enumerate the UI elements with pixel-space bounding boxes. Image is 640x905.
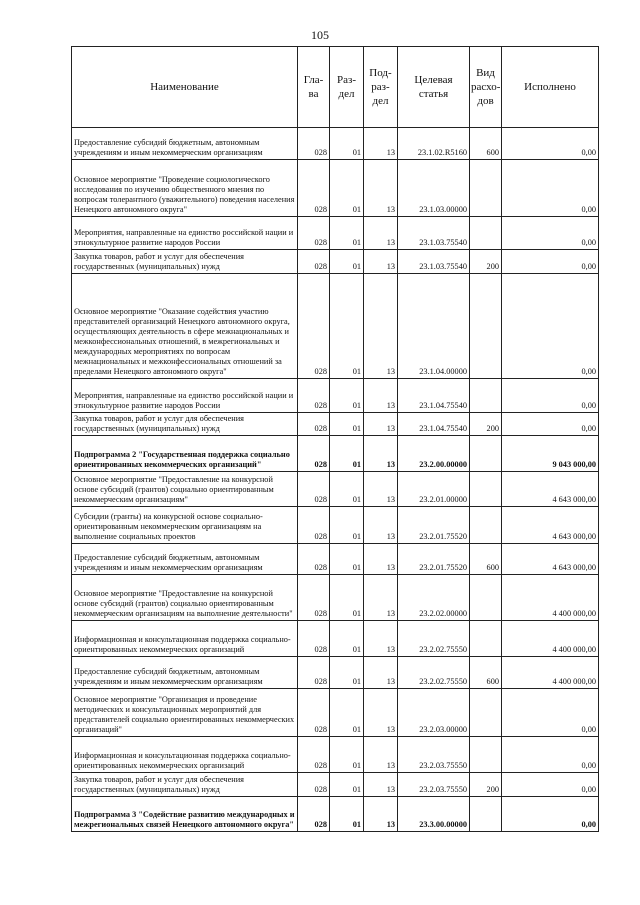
cell-podrazdel: 13 [364, 274, 398, 379]
cell-celevaya: 23.2.00.00000 [398, 436, 470, 472]
header-name [72, 47, 298, 128]
header-ispolneno-text: Исполнено [524, 80, 576, 93]
cell-ispolneno: 4 400 000,00 [502, 575, 599, 621]
cell-name: Основное мероприятие "Оказание содействия участию представителей организаций Ненецкого автономного округа, осуществляющих деятельность в сфере межнациональных и межконфессиональных отношений, в межрегиональных и международных мероприятиях по вопросам межнациональных и межконфессиональных отношений за пределами Ненецкого автономного округа" [72, 274, 298, 379]
cell-ispolneno: 0,00 [502, 379, 599, 413]
cell-razdel: 01 [330, 507, 364, 544]
cell-celevaya: 23.1.03.75540 [398, 217, 470, 250]
cell-name: Субсидии (гранты) на конкурсной основе социально-ориентированным некоммерческим организациям на выполнение социальных проектов [72, 507, 298, 544]
cell-celevaya: 23.1.03.00000 [398, 160, 470, 217]
cell-podrazdel: 13 [364, 621, 398, 657]
table-row [72, 544, 599, 575]
cell-celevaya: 23.2.03.75550 [398, 737, 470, 773]
cell-vid: 600 [470, 128, 502, 160]
page-number: 105 [311, 28, 329, 42]
table-row [72, 621, 599, 657]
cell-name: Основное мероприятие "Предоставление на конкурсной основе субсидий (грантов) социально ориентированным некоммерческим организациям" [72, 472, 298, 507]
cell-podrazdel: 13 [364, 160, 398, 217]
cell-name: Информационная и консультационная поддержка социально-ориентированных некоммерческих организаций [72, 621, 298, 657]
cell-glava: 028 [298, 274, 330, 379]
cell-vid [470, 160, 502, 217]
cell-ispolneno: 0,00 [502, 217, 599, 250]
cell-ispolneno: 4 400 000,00 [502, 621, 599, 657]
cell-celevaya: 23.2.01.00000 [398, 472, 470, 507]
cell-ispolneno: 4 400 000,00 [502, 657, 599, 689]
cell-celevaya: 23.2.03.75550 [398, 773, 470, 797]
cell-razdel: 01 [330, 379, 364, 413]
cell-razdel: 01 [330, 274, 364, 379]
header-razdel [330, 47, 364, 128]
cell-celevaya: 23.2.02.00000 [398, 575, 470, 621]
cell-ispolneno: 0,00 [502, 160, 599, 217]
cell-podrazdel: 13 [364, 379, 398, 413]
cell-name: Подпрограмма 3 "Содействие развитию международных и межрегиональных связей Ненецкого автономного округа" [72, 797, 298, 832]
table-row [72, 436, 599, 472]
table-row [72, 773, 599, 797]
table-row [72, 250, 599, 274]
cell-vid [470, 217, 502, 250]
cell-ispolneno: 0,00 [502, 797, 599, 832]
cell-name: Предоставление субсидий бюджетным, автономным учреждениям и иным некоммерческим организациям [72, 128, 298, 160]
cell-glava: 028 [298, 413, 330, 436]
cell-glava: 028 [298, 657, 330, 689]
cell-glava: 028 [298, 773, 330, 797]
cell-celevaya: 23.2.02.75550 [398, 657, 470, 689]
table-row [72, 274, 599, 379]
cell-name: Закупка товаров, работ и услуг для обеспечения государственных (муниципальных) нужд [72, 250, 298, 274]
header-celevaya-text: Целевая статья [414, 73, 453, 100]
cell-glava: 028 [298, 379, 330, 413]
header-podrazdel [364, 47, 398, 128]
cell-name: Основное мероприятие "Предоставление на конкурсной основе субсидий (грантов) социально ориентированным некоммерческим организациям на выполнение деятельности" [72, 575, 298, 621]
cell-razdel: 01 [330, 575, 364, 621]
cell-celevaya: 23.2.01.75520 [398, 544, 470, 575]
cell-vid [470, 379, 502, 413]
table-row [72, 128, 599, 160]
cell-ispolneno: 0,00 [502, 773, 599, 797]
cell-podrazdel: 13 [364, 737, 398, 773]
cell-ispolneno: 0,00 [502, 128, 599, 160]
cell-ispolneno: 4 643 000,00 [502, 472, 599, 507]
cell-podrazdel: 13 [364, 472, 398, 507]
header-glava-text: Гла- ва [303, 73, 324, 100]
cell-ispolneno: 0,00 [502, 689, 599, 737]
cell-celevaya: 23.1.03.75540 [398, 250, 470, 274]
cell-razdel: 01 [330, 160, 364, 217]
cell-glava: 028 [298, 128, 330, 160]
cell-vid: 200 [470, 250, 502, 274]
table-row [72, 689, 599, 737]
header-name-text: Наименование [150, 80, 219, 93]
cell-celevaya: 23.3.00.00000 [398, 797, 470, 832]
cell-vid [470, 274, 502, 379]
cell-glava: 028 [298, 737, 330, 773]
header-vid [470, 47, 502, 128]
cell-glava: 028 [298, 575, 330, 621]
table-row [72, 507, 599, 544]
cell-razdel: 01 [330, 797, 364, 832]
cell-podrazdel: 13 [364, 575, 398, 621]
cell-vid [470, 575, 502, 621]
table-row [72, 217, 599, 250]
cell-ispolneno: 4 643 000,00 [502, 507, 599, 544]
table-row [72, 797, 599, 832]
cell-vid [470, 621, 502, 657]
cell-vid [470, 689, 502, 737]
cell-razdel: 01 [330, 217, 364, 250]
cell-podrazdel: 13 [364, 657, 398, 689]
cell-glava: 028 [298, 797, 330, 832]
table-row [72, 160, 599, 217]
header-podrazdel-text: Под- раз- дел [369, 66, 392, 108]
cell-podrazdel: 13 [364, 413, 398, 436]
cell-glava: 028 [298, 621, 330, 657]
cell-vid: 600 [470, 657, 502, 689]
cell-vid [470, 797, 502, 832]
cell-glava: 028 [298, 250, 330, 274]
cell-razdel: 01 [330, 250, 364, 274]
cell-razdel: 01 [330, 544, 364, 575]
header-razdel-text: Раз- дел [336, 73, 356, 100]
header-celevaya [398, 47, 470, 128]
cell-vid [470, 472, 502, 507]
cell-name: Предоставление субсидий бюджетным, автономным учреждениям и иным некоммерческим организациям [72, 657, 298, 689]
cell-ispolneno: 0,00 [502, 413, 599, 436]
cell-vid: 600 [470, 544, 502, 575]
cell-glava: 028 [298, 507, 330, 544]
cell-celevaya: 23.2.03.00000 [398, 689, 470, 737]
cell-celevaya: 23.1.02.R5160 [398, 128, 470, 160]
cell-ispolneno: 4 643 000,00 [502, 544, 599, 575]
cell-vid [470, 507, 502, 544]
cell-name: Закупка товаров, работ и услуг для обеспечения государственных (муниципальных) нужд [72, 413, 298, 436]
cell-podrazdel: 13 [364, 797, 398, 832]
cell-vid: 200 [470, 413, 502, 436]
table-header-row [72, 47, 599, 128]
header-vid-text: Вид расхо- дов [471, 66, 501, 108]
cell-glava: 028 [298, 217, 330, 250]
cell-razdel: 01 [330, 737, 364, 773]
cell-glava: 028 [298, 160, 330, 217]
cell-vid: 200 [470, 773, 502, 797]
cell-podrazdel: 13 [364, 436, 398, 472]
cell-podrazdel: 13 [364, 773, 398, 797]
table-row [72, 379, 599, 413]
cell-glava: 028 [298, 472, 330, 507]
header-glava [298, 47, 330, 128]
cell-razdel: 01 [330, 621, 364, 657]
cell-celevaya: 23.2.01.75520 [398, 507, 470, 544]
cell-name: Основное мероприятие "Организация и проведение методических и консультационных мероприятий для представителей социально ориентированных некоммерческих организаций" [72, 689, 298, 737]
cell-ispolneno: 0,00 [502, 737, 599, 773]
cell-podrazdel: 13 [364, 128, 398, 160]
cell-name: Мероприятия, направленные на единство российской нации и этнокультурное развитие народов России [72, 379, 298, 413]
cell-celevaya: 23.1.04.75540 [398, 413, 470, 436]
table-row [72, 737, 599, 773]
cell-ispolneno: 0,00 [502, 274, 599, 379]
header-ispolneno [502, 47, 599, 128]
cell-celevaya: 23.1.04.00000 [398, 274, 470, 379]
cell-razdel: 01 [330, 657, 364, 689]
cell-podrazdel: 13 [364, 250, 398, 274]
cell-razdel: 01 [330, 128, 364, 160]
cell-razdel: 01 [330, 413, 364, 436]
cell-razdel: 01 [330, 689, 364, 737]
table-row [72, 472, 599, 507]
cell-name: Предоставление субсидий бюджетным, автономным учреждениям и иным некоммерческим организациям [72, 544, 298, 575]
cell-celevaya: 23.2.02.75550 [398, 621, 470, 657]
cell-name: Информационная и консультационная поддержка социально-ориентированных некоммерческих организаций [72, 737, 298, 773]
cell-podrazdel: 13 [364, 544, 398, 575]
cell-razdel: 01 [330, 472, 364, 507]
cell-name: Подпрограмма 2 "Государственная поддержка социально ориентированных некоммерческих организаций" [72, 436, 298, 472]
table-row [72, 413, 599, 436]
cell-vid [470, 436, 502, 472]
table-row [72, 575, 599, 621]
cell-name: Закупка товаров, работ и услуг для обеспечения государственных (муниципальных) нужд [72, 773, 298, 797]
cell-ispolneno: 9 043 000,00 [502, 436, 599, 472]
cell-glava: 028 [298, 436, 330, 472]
cell-name: Основное мероприятие "Проведение социологического исследования по изучению общественного мнения по вопросам толерантного (уважительного) поведения населения Ненецкого автономного округа" [72, 160, 298, 217]
cell-celevaya: 23.1.04.75540 [398, 379, 470, 413]
table-row [72, 657, 599, 689]
cell-glava: 028 [298, 544, 330, 575]
cell-razdel: 01 [330, 436, 364, 472]
cell-podrazdel: 13 [364, 507, 398, 544]
cell-vid [470, 737, 502, 773]
cell-podrazdel: 13 [364, 689, 398, 737]
cell-name: Мероприятия, направленные на единство российской нации и этнокультурное развитие народов России [72, 217, 298, 250]
cell-podrazdel: 13 [364, 217, 398, 250]
cell-ispolneno: 0,00 [502, 250, 599, 274]
cell-glava: 028 [298, 689, 330, 737]
budget-table [71, 46, 599, 832]
cell-razdel: 01 [330, 773, 364, 797]
